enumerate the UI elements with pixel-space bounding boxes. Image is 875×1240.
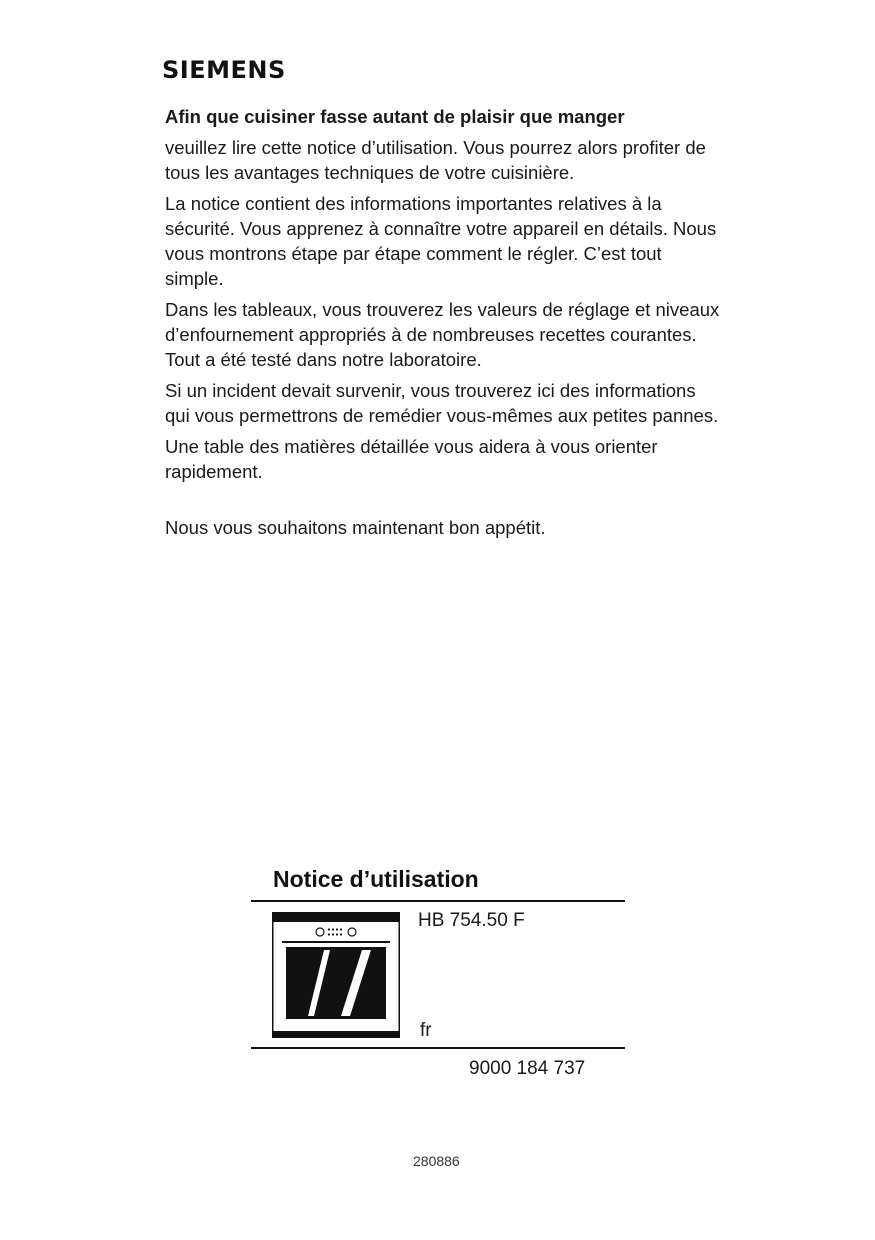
intro-paragraph: Dans les tableaux, vous trouverez les valeurs de réglage et niveaux d’enfournement appropriés à de nombreuses recettes courantes. Tout a été testé dans notre laboratoire. [165,299,720,370]
intro-closing: Nous vous souhaitons maintenant bon appétit. [165,517,546,538]
language-code: fr [420,1020,432,1041]
brand-logo: SIEMENS [162,56,286,84]
cover-rule-bottom [251,1047,625,1049]
intro-paragraph: Une table des matières détaillée vous aidera à vous orienter rapidement. [165,436,658,482]
document-number: 280886 [413,1153,460,1169]
model-number: HB 754.50 F [418,910,525,931]
intro-paragraph: Si un incident devait survenir, vous trouverez ici des informations qui vous permettrons de remédier vous-mêmes aux petites pannes. [165,380,719,426]
intro-section [165,104,725,546]
cover-title: Notice d’utilisation [273,866,479,892]
oven-illustration-icon [272,912,400,1038]
intro-paragraph: veuillez lire cette notice d’utilisation. Vous pourrez alors profiter de tous les avantages techniques de votre cuisinière. [165,137,706,183]
intro-paragraph: La notice contient des informations importantes relatives à la sécurité. Vous apprenez à connaître votre appareil en détails. Nous vous montrons étape par étape comment le régler. C’est tout simple. [165,193,717,289]
intro-headline: Afin que cuisiner fasse autant de plaisir que manger [165,106,625,127]
part-number: 9000 184 737 [469,1058,586,1079]
cover-rule-top [251,900,625,902]
